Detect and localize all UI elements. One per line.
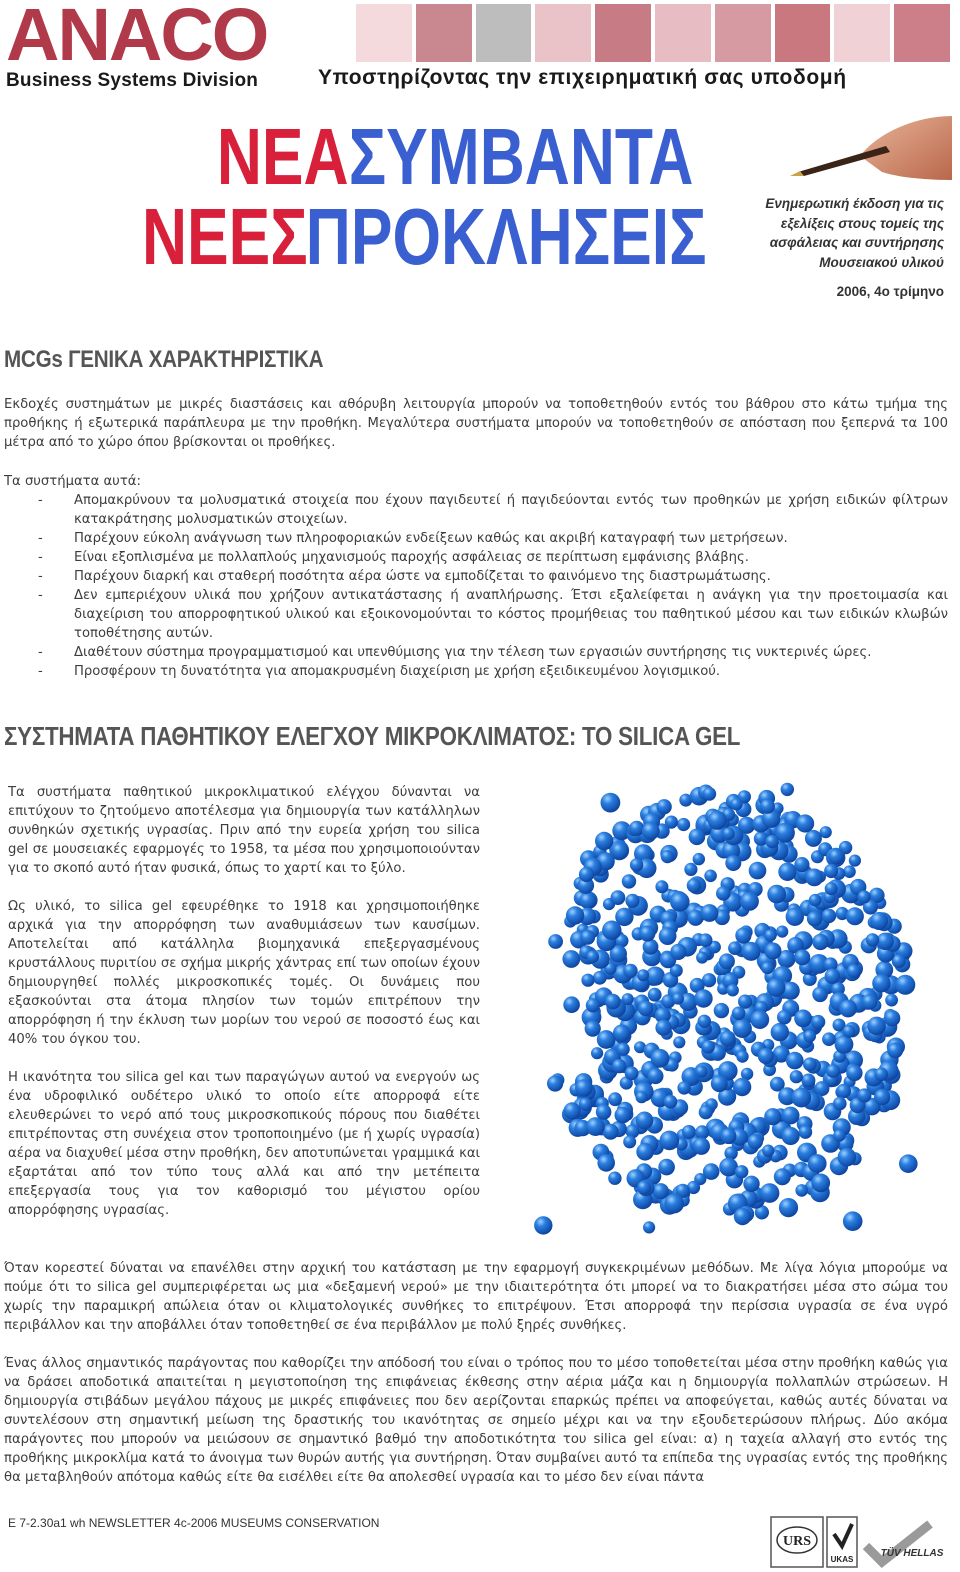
gel-bead <box>722 827 735 840</box>
gel-bead <box>779 1198 798 1217</box>
gel-bead <box>547 1075 563 1091</box>
gel-bead <box>682 1125 696 1139</box>
gel-bead <box>735 927 751 943</box>
gel-bead <box>782 1127 800 1145</box>
gel-bead <box>714 1003 729 1018</box>
gel-bead <box>866 933 879 946</box>
division-name: Business Systems Division <box>6 70 259 91</box>
gel-bead <box>579 1098 592 1111</box>
gel-bead <box>885 994 898 1007</box>
gel-bead <box>824 864 838 878</box>
gel-bead <box>677 1081 690 1094</box>
slogan: Υποστηρίζοντας την επιχειρηματική σας υποδομή <box>318 66 847 89</box>
mcgs-list-lead: Τα συστήματα αυτά: <box>4 474 141 489</box>
gel-bead <box>664 1194 684 1214</box>
gel-bead <box>637 969 649 981</box>
mcgs-intro-paragraph: Εκδοχές συστημάτων με μικρές διαστάσεις και αθόρυβη λειτουργία μπορούν να τοποθετηθούν εντός του βάθρου στο κάτω τμήμα της προθήκης ή εξωτερικά παράπλευρα με την προθήκη. Μεγαλύτερα συστήματα μπορούν να τοποθετηθούν σε απόσταση που ξεπερνά τα 100 μέτρα από το χώρο όπου βρίσκονται οι προθήκες. <box>4 397 948 450</box>
headline-line2-red: ΝΕΕΣ <box>142 192 308 272</box>
gel-bead <box>750 1010 769 1029</box>
gel-bead <box>843 1211 863 1231</box>
gel-bead <box>764 929 776 941</box>
bullet-dash: - <box>38 664 43 679</box>
bullet-dash: - <box>38 531 43 546</box>
bullet-dash: - <box>38 550 43 565</box>
bullet-dash: - <box>38 569 43 584</box>
header-color-tile <box>595 4 651 62</box>
gel-bead <box>699 1105 713 1119</box>
gel-bead <box>720 1031 736 1047</box>
gel-bead <box>687 878 702 893</box>
gel-bead <box>696 952 708 964</box>
edition-description: Ενημερωτική έκδοση για τις εξελίξεις στους τομείς της ασφάλειας και συντήρησης Μουσειακού υλικού <box>765 196 944 270</box>
gel-bead <box>593 971 607 985</box>
gel-bead <box>805 869 823 887</box>
gel-bead <box>849 855 861 867</box>
gel-bead <box>653 1183 669 1199</box>
gel-bead <box>742 942 761 961</box>
gel-bead <box>655 1020 671 1036</box>
list-item <box>4 586 948 643</box>
gel-bead <box>580 892 597 909</box>
gel-bead <box>807 911 822 926</box>
gel-bead <box>791 1088 811 1108</box>
gel-bead <box>847 964 861 978</box>
gel-bead <box>776 926 788 938</box>
gel-bead <box>608 1172 621 1185</box>
list-item <box>4 662 948 681</box>
gel-bead <box>812 934 828 950</box>
silica-gel-paragraph: Η ικανότητα του silica gel και των παραγώγων αυτού να ενεργούν ως ένα υδροφιλικό ουδέτερο υλικό το οποίο είτε απορροφά είτε ελευθερώνει το νερό από τους μικροσκοπικούς πόρους που διαθέτει επιτρέποντας στη συνέχεια στον τροποποιημένο (με ή χωρίς υγρασία) αέρα να διαχυθεί μέσα στην προθήκη, δεν αποτυπώνεται γραμμικά και εξαρτάται από τον τύπο τους αλλά και από την μετέπειτα επεξεργασία τους για τον καθορισμό του μέγιστου ορίου απορρόφησης υγρασίας. <box>8 1070 480 1218</box>
gel-bead <box>695 1065 707 1077</box>
newsletter-headline <box>142 112 742 272</box>
gel-bead <box>693 1138 710 1155</box>
gel-bead <box>591 1047 603 1059</box>
list-item <box>4 529 948 548</box>
gel-bead <box>843 1025 856 1038</box>
gel-bead <box>603 1124 619 1140</box>
header-color-tile <box>834 4 890 62</box>
header-color-tiles <box>356 4 954 62</box>
gel-bead <box>702 1040 715 1053</box>
gel-bead <box>695 1125 709 1139</box>
gel-bead <box>760 799 775 814</box>
gel-bead <box>637 1181 651 1195</box>
gel-bead <box>899 1154 918 1173</box>
gel-bead <box>822 909 837 924</box>
gel-bead <box>895 975 915 995</box>
gel-bead <box>795 1184 808 1197</box>
gel-bead <box>703 787 717 801</box>
gel-bead <box>809 894 822 907</box>
gel-bead <box>796 814 814 832</box>
gel-bead <box>673 1036 685 1048</box>
gel-bead <box>887 1043 903 1059</box>
gel-bead <box>651 1049 670 1068</box>
gel-bead <box>648 1068 664 1084</box>
gel-bead <box>811 1174 830 1193</box>
header-color-tile <box>356 4 412 62</box>
gel-bead <box>801 1074 815 1088</box>
list-item-text: Δεν εμπεριέχουν υλικά που χρήζουν αντικατάστασης ή αναπλήρωσης. Έτσι εξαλείφεται η ανάγκη για την προετοιμασία και διαχείριση του απορροφητικού υλικού και εξοικονομούνται το κόστος προμήθειας του παθητικού μέσου και των ειδικών κλωβών τοποθέτησης αυτών. <box>74 588 948 641</box>
gel-bead <box>622 874 636 888</box>
list-item <box>4 491 948 529</box>
gel-bead <box>701 904 719 922</box>
gel-bead <box>597 1154 615 1172</box>
gel-bead <box>870 912 888 930</box>
gel-bead <box>794 949 810 965</box>
headline-line1-red: ΝΕΑ <box>216 112 349 202</box>
gel-bead <box>586 1117 605 1136</box>
gel-bead <box>786 908 804 926</box>
gel-bead <box>808 1154 827 1173</box>
gel-bead <box>778 863 796 881</box>
gel-bead <box>803 1030 816 1043</box>
gel-bead <box>643 1221 655 1233</box>
gel-bead <box>749 862 767 880</box>
gel-bead <box>587 950 600 963</box>
gel-bead <box>625 894 639 908</box>
gel-bead <box>765 835 778 848</box>
gel-bead <box>711 1075 728 1092</box>
gel-bead <box>615 1107 632 1124</box>
ukas-label: UKAS <box>830 1555 854 1564</box>
list-item <box>4 643 948 662</box>
gel-bead <box>835 1035 854 1054</box>
gel-bead <box>838 1148 857 1167</box>
gel-bead <box>786 1052 804 1070</box>
header-color-tile <box>535 4 591 62</box>
gel-bead <box>670 944 686 960</box>
list-item-text: Παρέχουν εύκολη ανάγνωση των πληροφοριακών ενδείξεων καθώς και ακριβή καταγραφή των μετρήσεων. <box>74 531 788 546</box>
gel-bead <box>642 822 660 840</box>
gel-bead <box>833 1097 847 1111</box>
headline-line2-blue: ΠΡΟΚΛΗΣΕΙΣ <box>305 192 707 272</box>
gel-bead <box>672 993 684 1005</box>
gel-bead <box>811 1015 825 1029</box>
gel-bead <box>727 984 739 996</box>
gel-bead <box>630 858 643 871</box>
gel-bead <box>767 978 786 997</box>
urs-label: URS <box>782 1534 812 1549</box>
gel-bead <box>736 1050 748 1062</box>
gel-bead <box>564 1102 581 1119</box>
gel-bead <box>684 863 697 876</box>
gel-bead <box>777 1010 792 1025</box>
gel-bead <box>579 867 594 882</box>
gel-bead <box>734 1208 751 1225</box>
gel-bead <box>805 830 822 847</box>
tuv-label: TÜV HELLAS <box>880 1548 944 1559</box>
gel-bead <box>612 1059 626 1073</box>
gel-bead <box>857 1088 871 1102</box>
gel-bead <box>733 1078 751 1096</box>
gel-bead <box>762 1145 774 1157</box>
list-item-text: Είναι εξοπλισμένα με πολλαπλούς μηχανισμούς παροχής ασφάλειας σε περίπτωση εμφάνισης βλάβης. <box>74 550 749 565</box>
gel-bead <box>694 989 712 1007</box>
gel-bead <box>704 870 717 883</box>
gel-bead <box>677 818 690 831</box>
gel-bead <box>748 1134 763 1149</box>
gel-bead <box>743 1176 759 1192</box>
gel-bead <box>670 892 690 912</box>
gel-bead <box>661 850 674 863</box>
gel-bead <box>689 829 706 846</box>
silica-gel-paragraph: Ως υλικό, το silica gel εφευρέθηκε το 1918 και χρησιμοποιήθηκε αρχικά για την απορρόφηση των αναθυμιάσεων των καυσίμων. Αποτελείται από κατάλληλα βιομηχανικά επεξεργασμένους κρυστάλλους πυριτίου σε σχήμα μικρής χάντρας επί των οποίων έχουν δημιουργηθεί πολλές μικροσκοπικές τομές. Οι δυνάμεις που εξασκούνται στα άτομα πλησίον των τομών επιτρέπουν την απορρόφηση ή την έκλυση των μορίων του νερού σε ποσοστό έως και 40% του όγκου του. <box>8 899 480 1047</box>
gel-bead <box>636 1091 648 1103</box>
gel-bead <box>761 962 774 975</box>
gel-bead <box>833 1129 845 1141</box>
gel-bead <box>596 1104 612 1120</box>
gel-bead <box>877 933 894 950</box>
gel-bead <box>597 1030 616 1049</box>
gel-bead <box>767 885 786 904</box>
gel-bead <box>790 1070 803 1083</box>
gel-bead <box>867 1017 886 1036</box>
gel-bead <box>562 950 580 968</box>
gel-bead <box>611 890 626 905</box>
gel-bead <box>735 1165 748 1178</box>
gel-bead <box>648 988 662 1002</box>
gel-bead <box>719 1158 738 1177</box>
gel-bead <box>693 853 705 865</box>
gel-bead <box>799 1125 813 1139</box>
list-item <box>4 567 948 586</box>
silica-gel-paragraph-full: Όταν κορεστεί δύναται να επανέλθει στην αρχική του κατάσταση με την εφαρμογή συγκεκριμένων μεθόδων. Με λίγα λόγια μπορούμε να πούμε ότι το silica gel συμπεριφέρεται ως μια «δεξαμενή νερού» με την ιδιαιτερότητα ότι μπορεί να το διακρατήσει μέσα στο σώμα του χωρίς την παραμικρή απώλεια όταν οι κλιματολογικές συνθήκες το επιτρέψουν. Έτσι απορροφά την περίσσια υγρασία σε ένα υγρό περιβάλλον και την αποβάλλει όταν τοποθετηθεί σε ένα περιβάλλον με πολύ ξηρές συνθήκες. <box>4 1261 948 1333</box>
gel-bead <box>862 994 878 1010</box>
bullet-dash: - <box>38 645 43 660</box>
list-item-text: Προσφέρουν τη δυνατότητα για απομακρυσμένη διαχείριση με χρήση εξειδικευμένου λογισμικού. <box>74 664 721 679</box>
gel-bead <box>843 865 856 878</box>
gel-bead <box>724 1147 737 1160</box>
gel-bead <box>585 1021 601 1037</box>
edition-date: 2006, 4ο τρίμηνο <box>836 284 944 299</box>
list-item <box>4 548 948 567</box>
header-color-tile <box>476 4 532 62</box>
bullet-dash: - <box>38 588 43 603</box>
gel-bead <box>563 996 580 1013</box>
gel-bead <box>725 855 741 871</box>
gel-bead <box>581 974 594 987</box>
gel-bead <box>623 1135 636 1148</box>
gel-bead <box>716 886 731 901</box>
gel-bead <box>638 1001 653 1016</box>
gel-bead <box>758 1048 774 1064</box>
anaco-logo <box>6 0 296 66</box>
gel-bead <box>872 974 890 992</box>
mcgs-feature-list <box>4 491 948 681</box>
gel-bead <box>771 1023 789 1041</box>
gel-bead <box>884 1010 900 1026</box>
gel-bead <box>625 1066 639 1080</box>
gel-bead <box>698 1015 711 1028</box>
gel-bead <box>629 821 644 836</box>
bullet-dash: - <box>38 493 43 508</box>
gel-bead <box>534 1216 552 1234</box>
header-color-tile <box>655 4 711 62</box>
section-title-silica-gel: ΣΥΣΤΗΜΑΤΑ ΠΑΘΗΤΙΚΟΥ ΕΛΕΓΧΟΥ ΜΙΚΡΟΚΛΙΜΑΤΟΣ: ΤΟ SILICA GEL <box>4 721 741 751</box>
gel-bead <box>836 1084 851 1099</box>
gel-bead <box>721 1128 737 1144</box>
gel-bead <box>655 880 668 893</box>
gel-bead <box>826 1064 840 1078</box>
gel-bead <box>699 933 713 947</box>
gel-bead <box>738 995 752 1009</box>
gel-bead <box>595 832 613 850</box>
silica-gel-image <box>526 778 930 1236</box>
header-color-tile <box>715 4 771 62</box>
headline-line1-blue: ΣΥΜΒΑΝΤΑ <box>348 112 694 202</box>
gel-bead <box>617 1043 630 1056</box>
gel-bead <box>782 1107 800 1125</box>
gel-bead <box>812 987 828 1003</box>
gel-bead <box>732 1007 746 1021</box>
gel-bead <box>566 906 584 924</box>
silica-gel-paragraph: Τα συστήματα παθητικού μικροκλιματικού ελέγχου δύνανται να επιτύχουν το ζητούμενο αποτέλεσμα για δημιουργία των κατάλληλων συνθηκών σχετικής υγρασίας. Πριν από την ευρεία χρήση του silica gel σε μουσειακές εφαρμογές το 1958, τα μέσα που χρησιμοποιούνταν για το σκοπό αυτό ήταν φυσικά, όπως το χαρτί και το ξύλο. <box>8 785 480 876</box>
gel-bead <box>765 943 782 960</box>
header-color-tile <box>416 4 472 62</box>
gel-bead <box>643 939 659 955</box>
list-item-text: Απομακρύνουν τα μολυσματικά στοιχεία που έχουν παγιδευτεί ή παγιδεύονται εντός των προθηκών με χρήση ειδικών φίλτρων κατακράτησης μολυσματικών στοιχείων. <box>74 493 948 527</box>
gel-bead <box>657 799 672 814</box>
footer-document-code: E 7-2.30a1 wh NEWSLETTER 4c-2006 MUSEUMS CONSERVATION <box>8 1516 380 1530</box>
gel-bead <box>825 969 840 984</box>
gel-bead <box>858 890 871 903</box>
gel-bead <box>548 934 563 949</box>
silica-gel-paragraph-full: Ένας άλλος σημαντικός παράγοντας που καθορίζει την απόδοσή του είναι ο τρόπος που το μέσο τοποθετείται μέσα στην προθήκη καθώς για να δράσει αποδοτικά απαιτείται η μεγιστοποίηση της επιφάνειας έκθεσης στην αέρια μάζα και η δημιουργία πολλαπλών στρώσεων. Η δημιουργία στιβάδων μεγάλου πάχους με μικρές επιφάνειες που δεν αερίζονται επαρκώς πρέπει να αποφεύγεται, καθώς αυτές δύναται να συντελέσουν στη σημαντική μείωση της δραστικής του ικανότητας σε σημείο μέχρι και να την εξουδετερώσουν πλήρως. Δύο ακόμα παράγοντες που μπορούν να μειώσουν σε σημαντικό βαθμό την αποδοτικότητα του silica gel είναι: α) η ταχεία αλλαγή στο εντός της προθήκης μικροκλίμα κατά το άνοιγμα των θυρών αυτής για συντήρηση. Όταν συμβαίνει αυτό τα επίπεδα της υγρασίας εντός της προθήκης θα μεταβληθούν απότομα καθώς είτε θα εισέλθει είτε θα απολεσθεί υγρασία και το μέσο δεν είναι πάντα <box>4 1356 948 1485</box>
gel-bead <box>839 1000 857 1018</box>
gel-bead <box>639 926 655 942</box>
gel-bead <box>636 1143 654 1161</box>
logo-text: ANACO <box>6 0 268 66</box>
gel-bead <box>825 882 838 895</box>
gel-bead <box>794 1010 812 1028</box>
certification-logos <box>770 1516 956 1570</box>
section-title-mcgs: MCGs ΓΕΝΙΚΑ ΧΑΡΑΚΤΗΡΙΣΤΙΚΑ <box>4 346 324 373</box>
gel-bead <box>794 857 809 872</box>
gel-bead <box>608 1092 622 1106</box>
gel-bead <box>658 1159 675 1176</box>
gel-bead <box>733 1019 752 1038</box>
gel-bead <box>636 1112 654 1130</box>
gel-bead <box>781 783 794 796</box>
list-item-text: Παρέχουν διαρκή και σταθερή ποσότητα αέρα ώστε να εμποδίζεται το φαινόμενο της διαστρωμάτωσης. <box>74 569 771 584</box>
gel-bead <box>822 1032 836 1046</box>
gel-bead <box>575 1079 593 1097</box>
header-color-tile <box>894 4 950 62</box>
gel-bead <box>586 998 600 1012</box>
gel-bead <box>846 907 864 925</box>
gel-bead <box>803 1057 817 1071</box>
silica-gel-column <box>8 783 480 1239</box>
gel-bead <box>760 1183 780 1203</box>
gel-bead <box>605 994 621 1010</box>
gel-bead <box>875 1068 889 1082</box>
gel-bead <box>764 1108 781 1125</box>
gel-bead <box>846 1065 862 1081</box>
gel-bead <box>719 953 735 969</box>
gel-bead <box>728 941 742 955</box>
header-color-tile <box>775 4 831 62</box>
gel-bead <box>659 927 677 945</box>
list-item-text: Διαθέτουν σύστημα προγραμματισμού και υπενθύμισης για την τέλεση των εργασιών συντήρησης τις νυκτερινές ώρες. <box>74 645 872 660</box>
gel-bead <box>874 1089 890 1105</box>
gel-bead <box>774 1168 791 1185</box>
gel-bead <box>740 892 759 911</box>
gel-bead <box>660 1131 680 1151</box>
gel-bead <box>580 930 595 945</box>
gel-bead <box>708 811 727 830</box>
fountain-pen-image <box>790 110 952 190</box>
gel-bead <box>611 843 628 860</box>
gel-bead <box>730 798 742 810</box>
gel-bead <box>829 849 844 864</box>
gel-bead <box>664 1095 678 1109</box>
gel-bead <box>601 793 621 813</box>
gel-bead <box>602 921 621 940</box>
